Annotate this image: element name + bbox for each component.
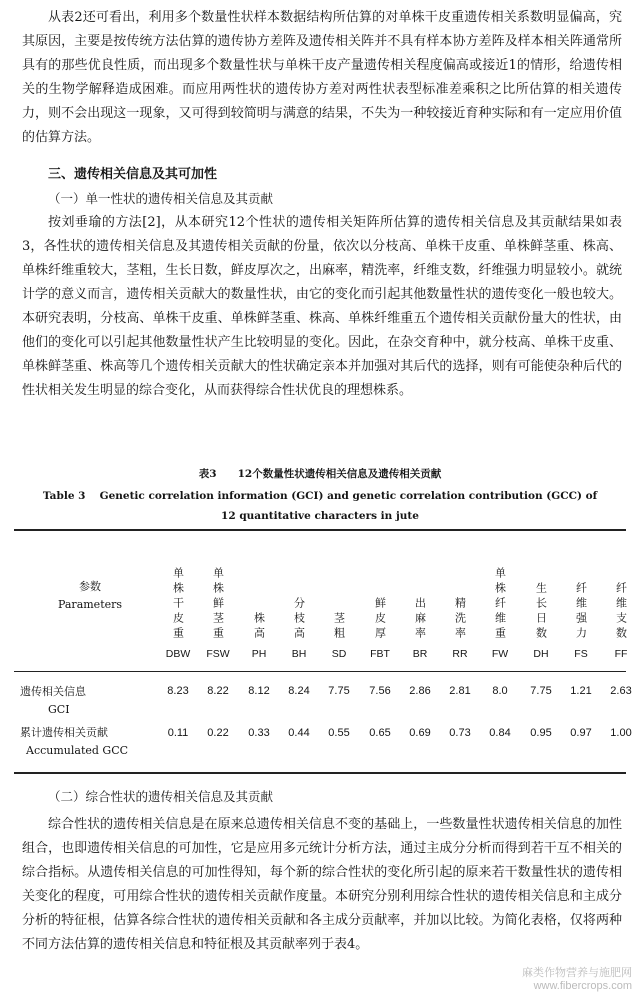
table-header-rule bbox=[14, 671, 626, 672]
table-caption-en-2: 12 quantitative characters in jute bbox=[221, 510, 419, 522]
body-paragraph-1: 按刘垂瑜的方法[2]，从本研究12个性状的遗传相关矩阵所估算的遗传相关信息及其贡献结果如表3，各性状的遗传相关信息及其遗传相关贡献的份量，依次以分枝高、单株干皮重、单株鲜茎重、株高、单株纤维重较大，茎粗，生长日数，鲜皮厚次之，出麻率，精洗率，纤维支数，纤维强力明显较小。就统计学的意义而言，遗传相关贡献大的数量性状，由它的变化而引起其他数量性状的遗传变化一般也较大。本研究表明，分枝高、单株干皮重、单株鲜茎重、株高、单株纤维重五个遗传相关贡献份量大的性状，由他们的变化可以引起其他数量性状产生比较明显的变化。因此，在杂交育种中，就分枝高、单株干皮重、单株鲜茎重、株高等几个遗传相关贡献大的性状确定亲本并加强对其后代的选择，则有可能使杂种后代的性状相关发生明显的综合变化，从而获得综合性状优良的理想株系。 bbox=[22, 215, 622, 398]
table-cell: 1.21 bbox=[570, 685, 592, 697]
column-header-name: 鲜皮厚 bbox=[373, 597, 387, 642]
column-header-fs bbox=[559, 541, 603, 663]
column-header-name: 株高 bbox=[252, 612, 266, 642]
param-header-en: Parameters bbox=[57, 598, 123, 611]
table-cell: 0.95 bbox=[530, 727, 552, 739]
column-header-abbr: BH bbox=[291, 648, 307, 660]
row-label-gci: 遗传相关信息 GCI bbox=[20, 685, 86, 716]
column-header-name: 纤维支数 bbox=[614, 582, 628, 642]
table-bottom-rule bbox=[14, 772, 626, 774]
column-header-name: 纤维强力 bbox=[574, 582, 588, 642]
table-cell: 7.75 bbox=[530, 685, 552, 697]
table-cell: 0.55 bbox=[328, 727, 350, 739]
table-cell: 0.65 bbox=[369, 727, 391, 739]
column-header-name: 精洗率 bbox=[453, 597, 467, 642]
table-cell: 2.63 bbox=[610, 685, 632, 697]
column-header-sd bbox=[317, 541, 361, 663]
column-header-name: 生长日数 bbox=[534, 582, 548, 642]
table-cell: 7.56 bbox=[369, 685, 391, 697]
column-header-abbr: FS bbox=[574, 648, 588, 660]
column-header-abbr: BR bbox=[412, 648, 428, 660]
table-top-rule bbox=[14, 529, 626, 531]
table-cell: 0.44 bbox=[288, 727, 310, 739]
subsection-heading-1: （一）单一性状的遗传相关信息及其贡献 bbox=[48, 191, 274, 206]
column-header-abbr: DBW bbox=[165, 648, 191, 660]
body-paragraph-2: 综合性状的遗传相关信息是在原来总遗传相关信息不变的基础上，一些数量性状遗传相关信息的加性组合，也即遗传相关信息的可加性，它是应用多元统计分析方法，通过主成分分析而得到若干互不相关的综合指标。从遗传相关信息的可加性得知，每个新的综合性状的变化所引起的原来若干数量性状的遗传相关变化的程度，可用综合性状的遗传相关贡献作度量。本研究分别利用综合性状的遗传相关信息和主成分分析的特征根，估算各综合性状的遗传相关贡献和各主成分贡献率，并加以比较。为简化表格，仅将两种不同方法估算的遗传相关信息和特征根及其贡献率列于表4。 bbox=[22, 817, 622, 952]
intro-paragraph: 从表2还可看出，利用多个数量性状样本数据结构所估算的对单株干皮重遗传相关系数明显偏高，究其原因，主要是按传统方法估算的遗传协方差阵及遗传相关阵并不具有样本协方差阵及样本相关阵通常所具有的那些优良性质，而出现多个数量性状与单株干皮产量遗传相关程度偏高或接近1的情形，给遗传相关的生物学解释造成困难。而应用两性状的遗传协方差对两性状表型标准差乘积之比所估算的相关遗传力，则不会出现这一现象，又可得到较简明与满意的结果，不失为一种较接近育种实际和有一定应用价值的估算方法。 bbox=[22, 10, 622, 145]
table-cell: 2.81 bbox=[449, 685, 471, 697]
table-caption-cn: 表3 12个数量性状遗传相关信息及遗传相关贡献 bbox=[198, 468, 442, 480]
param-header-cn: 参数 bbox=[79, 580, 101, 593]
table-cell: 1.00 bbox=[610, 727, 632, 739]
table-cell: 0.33 bbox=[248, 727, 270, 739]
column-header-abbr: PH bbox=[251, 648, 267, 660]
subsection-heading-2: （二）综合性状的遗传相关信息及其贡献 bbox=[48, 789, 274, 804]
column-header-fsw bbox=[196, 541, 240, 663]
table-caption-en-1: Table 3 Genetic correlation information (GCI) and genetic correlation contribution (GCC) of bbox=[42, 490, 598, 502]
column-header-br bbox=[398, 541, 442, 663]
column-header-name: 分枝高 bbox=[292, 597, 306, 642]
column-header-name: 单株纤维重 bbox=[493, 567, 507, 642]
column-header-ph bbox=[237, 541, 281, 663]
param-header bbox=[40, 578, 140, 614]
column-header-name: 单株鲜茎重 bbox=[211, 567, 225, 642]
column-header-rr bbox=[438, 541, 482, 663]
table-cell: 8.24 bbox=[288, 685, 310, 697]
column-header-abbr: FBT bbox=[370, 648, 390, 660]
watermark-url: www.fibercrops.com bbox=[533, 980, 632, 992]
table-cell: 0.84 bbox=[489, 727, 511, 739]
column-header-bh bbox=[277, 541, 321, 663]
table-cell: 7.75 bbox=[328, 685, 350, 697]
column-header-abbr: FF bbox=[614, 648, 628, 660]
column-header-abbr: FSW bbox=[206, 648, 230, 660]
column-header-name: 茎粗 bbox=[332, 612, 346, 642]
row-label-gcc: 累计遗传相关贡献 Accumulated GCC bbox=[20, 726, 129, 757]
column-header-name: 单株干皮重 bbox=[171, 567, 185, 642]
table-cell: 8.22 bbox=[207, 685, 229, 697]
table-cell: 2.86 bbox=[409, 685, 431, 697]
table-cell: 0.11 bbox=[167, 727, 189, 739]
table-cell: 8.12 bbox=[248, 685, 270, 697]
column-header-fw bbox=[478, 541, 522, 663]
column-header-abbr: FW bbox=[491, 648, 509, 660]
table-cell: 8.23 bbox=[167, 685, 189, 697]
column-header-abbr: SD bbox=[331, 648, 347, 660]
table-cell: 0.22 bbox=[207, 727, 229, 739]
column-header-abbr: DH bbox=[533, 648, 549, 660]
column-header-dh bbox=[519, 541, 563, 663]
section-heading: 三、遗传相关信息及其可加性 bbox=[48, 167, 218, 182]
column-header-name: 出麻率 bbox=[413, 597, 427, 642]
column-header-abbr: RR bbox=[452, 648, 468, 660]
column-header-dbw bbox=[156, 541, 200, 663]
table-cell: 0.69 bbox=[409, 727, 431, 739]
table-cell: 8.0 bbox=[492, 685, 508, 697]
table-cell: 0.73 bbox=[449, 727, 471, 739]
column-header-fbt bbox=[358, 541, 402, 663]
table-cell: 0.97 bbox=[570, 727, 592, 739]
column-header-ff bbox=[599, 541, 640, 663]
watermark-cn: 麻类作物营养与施肥网 bbox=[522, 967, 632, 979]
